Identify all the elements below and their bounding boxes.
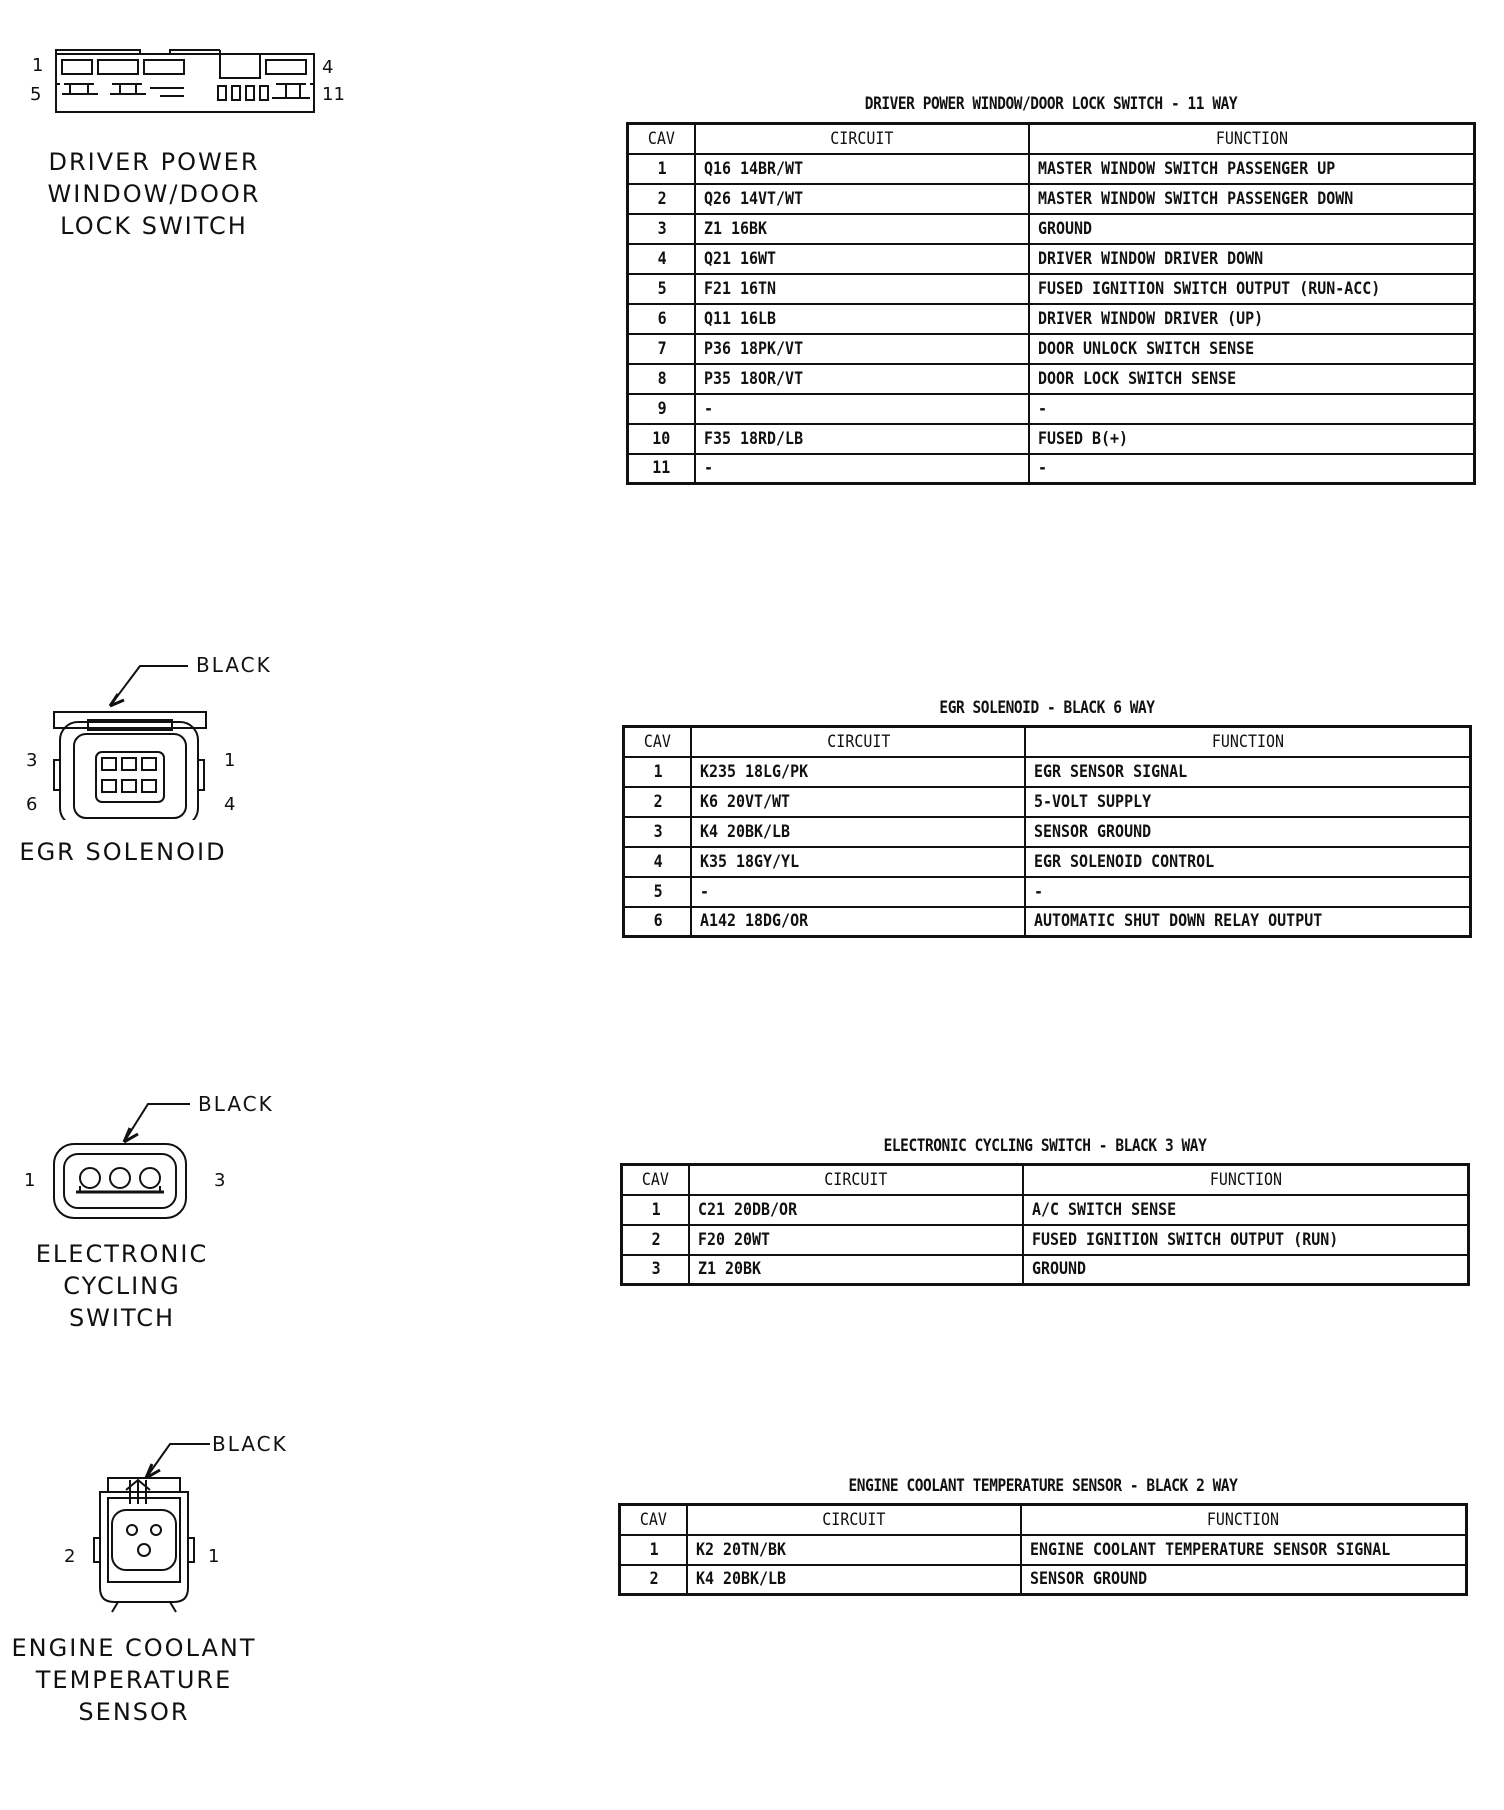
connector-name [20,146,288,242]
cav-cell: 9 [628,394,696,424]
column-header-circuit: CIRCUIT [687,1505,1020,1535]
column-header-function: FUNCTION [1023,1165,1468,1195]
cav-cell: 10 [628,424,696,454]
circuit-cell: C21 20DB/OR [689,1195,1023,1225]
connector-name-line: DRIVER POWER [48,148,260,176]
table-row [628,454,1475,484]
function-cell: FUSED B(+) [1029,424,1475,454]
connector-11-way-icon [50,48,320,114]
table-row [628,244,1475,274]
circuit-cell: P36 18PK/VT [695,334,1029,364]
column-header-circuit: CIRCUIT [695,124,1029,154]
pin-label: 2 [64,1546,76,1567]
connector-name-line: ENGINE COOLANT [11,1634,257,1662]
connector-name-line: TEMPERATURE [35,1666,233,1694]
connector-name-line: CYCLING [63,1272,181,1300]
column-header-cav: CAV [620,1505,688,1535]
connector-2-way-icon [60,1438,260,1628]
function-cell: DOOR LOCK SWITCH SENSE [1029,364,1475,394]
section-egr-solenoid [0,640,1504,980]
function-cell: DOOR UNLOCK SWITCH SENSE [1029,334,1475,364]
connector-color-label: BLACK [196,653,272,677]
function-cell: DRIVER WINDOW DRIVER (UP) [1029,304,1475,334]
table-title: DRIVER POWER WINDOW/DOOR LOCK SWITCH - 11 WAY [864,94,1238,114]
function-cell: FUSED IGNITION SWITCH OUTPUT (RUN-ACC) [1029,274,1475,304]
column-header-circuit: CIRCUIT [691,727,1025,757]
section-electronic-cycling-switch [0,1080,1504,1400]
cav-cell: 4 [624,847,692,877]
cav-cell: 2 [624,787,692,817]
cav-cell: 4 [628,244,696,274]
function-cell: EGR SENSOR SIGNAL [1025,757,1470,787]
column-header-function: FUNCTION [1029,124,1475,154]
function-cell: A/C SWITCH SENSE [1023,1195,1468,1225]
table-header-row [624,727,1471,757]
circuit-cell: F35 18RD/LB [695,424,1029,454]
circuit-cell: Q11 16LB [695,304,1029,334]
cav-cell: 2 [628,184,696,214]
function-cell: MASTER WINDOW SWITCH PASSENGER UP [1029,154,1475,184]
table-title: ENGINE COOLANT TEMPERATURE SENSOR - BLACK 2 WAY [848,1476,1238,1496]
circuit-cell: - [691,877,1025,907]
cav-cell: 7 [628,334,696,364]
function-cell: - [1029,394,1475,424]
table-header-row [628,124,1475,154]
connector-name-line: SWITCH [68,1304,176,1332]
pin-label: 6 [26,794,38,815]
pin-label: 3 [214,1170,226,1191]
function-cell: AUTOMATIC SHUT DOWN RELAY OUTPUT [1025,907,1470,937]
cav-cell: 1 [624,757,692,787]
connector-name-line: LOCK SWITCH [60,212,248,240]
connector-3-way-icon [40,1098,240,1228]
column-header-function: FUNCTION [1021,1505,1467,1535]
circuit-cell: K4 20BK/LB [691,817,1025,847]
cav-cell: 1 [620,1535,688,1565]
table-row [620,1565,1467,1595]
function-cell: DRIVER WINDOW DRIVER DOWN [1029,244,1475,274]
circuit-cell: Q21 16WT [695,244,1029,274]
cav-cell: 5 [624,877,692,907]
cav-cell: 5 [628,274,696,304]
cav-cell: 6 [628,304,696,334]
table-row [624,877,1471,907]
cav-cell: 1 [622,1195,690,1225]
connector-name [4,836,242,868]
connector-name-line: SENSOR [78,1698,190,1726]
pinout-table-driver-power-window [626,122,1476,485]
circuit-cell: K35 18GY/YL [691,847,1025,877]
function-cell: GROUND [1029,214,1475,244]
table-row [628,424,1475,454]
function-cell: - [1025,877,1470,907]
cav-cell: 8 [628,364,696,394]
table-title: ELECTRONIC CYCLING SWITCH - BLACK 3 WAY [883,1136,1207,1156]
circuit-cell: K2 20TN/BK [687,1535,1020,1565]
circuit-cell: F20 20WT [689,1225,1023,1255]
function-cell: ENGINE COOLANT TEMPERATURE SENSOR SIGNAL [1021,1535,1467,1565]
table-row [624,787,1471,817]
table-row [628,304,1475,334]
pinout-table-egr-solenoid [622,725,1472,938]
cav-cell: 3 [628,214,696,244]
table-row [628,334,1475,364]
table-row [624,907,1471,937]
table-row [624,817,1471,847]
connector-name [10,1632,258,1728]
cav-cell: 6 [624,907,692,937]
function-cell: FUSED IGNITION SWITCH OUTPUT (RUN) [1023,1225,1468,1255]
column-header-cav: CAV [628,124,696,154]
connector-color-label: BLACK [212,1432,288,1456]
table-row [620,1535,1467,1565]
connector-name [0,1238,244,1334]
column-header-circuit: CIRCUIT [689,1165,1023,1195]
circuit-cell: K235 18LG/PK [691,757,1025,787]
pinout-table-electronic-cycling-switch [620,1163,1470,1286]
section-engine-coolant-temp [0,1420,1504,1810]
table-row [628,274,1475,304]
cav-cell: 2 [622,1225,690,1255]
pin-label: 1 [208,1546,220,1567]
table-row [622,1195,1469,1225]
circuit-cell: - [695,394,1029,424]
function-cell: 5-VOLT SUPPLY [1025,787,1470,817]
table-row [624,757,1471,787]
circuit-cell: K4 20BK/LB [687,1565,1020,1595]
cav-cell: 3 [622,1255,690,1285]
function-cell: GROUND [1023,1255,1468,1285]
circuit-cell: Z1 20BK [689,1255,1023,1285]
pinout-table-engine-coolant-temp [618,1503,1468,1596]
circuit-cell: Q26 14VT/WT [695,184,1029,214]
function-cell: SENSOR GROUND [1021,1565,1467,1595]
pin-label: 3 [26,750,38,771]
function-cell: MASTER WINDOW SWITCH PASSENGER DOWN [1029,184,1475,214]
pin-label: 1 [224,750,236,771]
table-row [628,184,1475,214]
cav-cell: 3 [624,817,692,847]
circuit-cell: A142 18DG/OR [691,907,1025,937]
table-header-row [622,1165,1469,1195]
pin-label: 5 [30,84,42,105]
circuit-cell: F21 16TN [695,274,1029,304]
pin-label: 4 [322,57,334,78]
pin-label: 1 [32,55,44,76]
section-driver-power-window [0,0,1504,540]
table-row [628,214,1475,244]
connector-name-line: ELECTRONIC [35,1240,209,1268]
pin-label: 11 [322,84,345,105]
column-header-cav: CAV [622,1165,690,1195]
connector-name-line: EGR SOLENOID [19,838,227,866]
table-header-row [620,1505,1467,1535]
pin-label: 4 [224,794,236,815]
table-row [628,154,1475,184]
function-cell: - [1029,454,1475,484]
circuit-cell: - [695,454,1029,484]
connector-color-label: BLACK [198,1092,274,1116]
table-row [628,364,1475,394]
cav-cell: 1 [628,154,696,184]
table-row [628,394,1475,424]
column-header-cav: CAV [624,727,692,757]
pin-label: 1 [24,1170,36,1191]
circuit-cell: P35 18OR/VT [695,364,1029,394]
circuit-cell: Z1 16BK [695,214,1029,244]
cav-cell: 11 [628,454,696,484]
function-cell: SENSOR GROUND [1025,817,1470,847]
column-header-function: FUNCTION [1025,727,1470,757]
function-cell: EGR SOLENOID CONTROL [1025,847,1470,877]
table-row [624,847,1471,877]
cav-cell: 2 [620,1565,688,1595]
circuit-cell: Q16 14BR/WT [695,154,1029,184]
table-row [622,1255,1469,1285]
circuit-cell: K6 20VT/WT [691,787,1025,817]
table-row [622,1225,1469,1255]
table-title: EGR SOLENOID - BLACK 6 WAY [939,698,1155,718]
connector-name-line: WINDOW/DOOR [47,180,261,208]
